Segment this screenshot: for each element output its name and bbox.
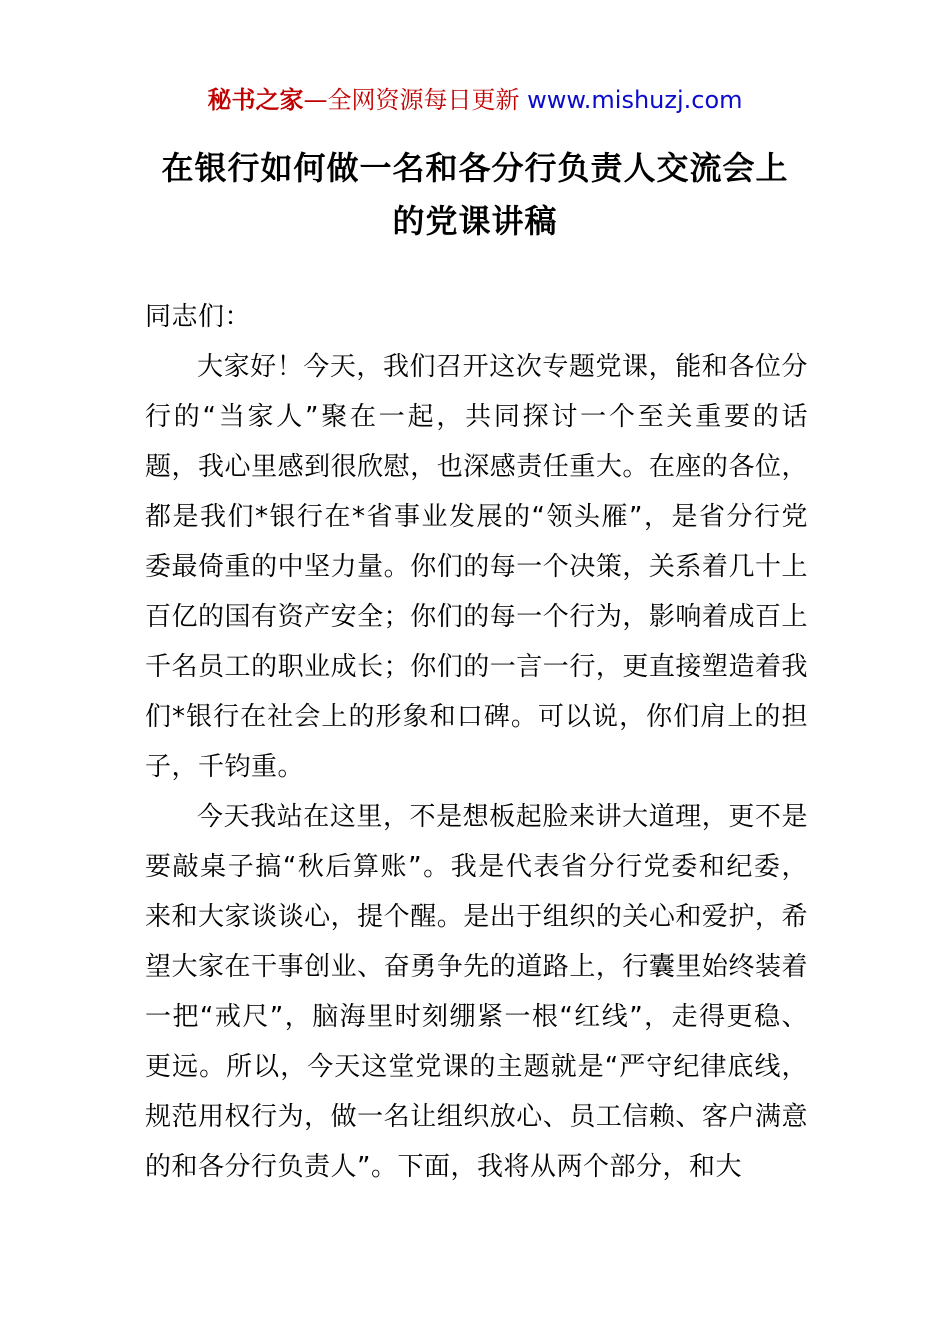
site-url-link[interactable]: www.mishuzj.com: [527, 86, 743, 114]
site-header: [0, 84, 950, 116]
salutation: 同志们：: [145, 302, 252, 332]
site-tagline: —全网资源每日更新: [303, 86, 528, 114]
paragraph: 今天我站在这里，不是想板起脸来讲大道理，更不是要敲桌子搞“秋后算账”。我是代表省分行党委和纪委，来和大家谈谈心，提个醒。是出于组织的关心和爱护，希望大家在干事创业、奋勇争先的道路上，行囊里始终装着一把“戒尺”，脑海里时刻绷紧一根“红线”，走得更稳、更远。所以，今天这堂党课的主题就是“严守纪律底线，规范用权行为，做一名让组织放心、员工信赖、客户满意的和各分行负责人”。下面，我将从两个部分，和大: [145, 802, 808, 1182]
site-name: 秘书之家: [207, 86, 304, 114]
paragraph: 大家好！今天，我们召开这次专题党课，能和各位分行的“当家人”聚在一起，共同探讨一个至关重要的话题，我心里感到很欣慰，也深感责任重大。在座的各位，都是我们*银行在*省事业发展的“领头雁”，是省分行党委最倚重的中坚力量。你们的每一个决策，关系着几十上百亿的国有资产安全；你们的每一个行为，影响着成百上千名员工的职业成长；你们的一言一行，更直接塑造着我们*银行在社会上的形象和口碑。可以说，你们肩上的担子，千钧重。: [145, 352, 808, 782]
document-body: [145, 292, 808, 1192]
document-title: 在银行如何做一名和各分行负责人交流会上的党课讲稿: [161, 149, 789, 240]
